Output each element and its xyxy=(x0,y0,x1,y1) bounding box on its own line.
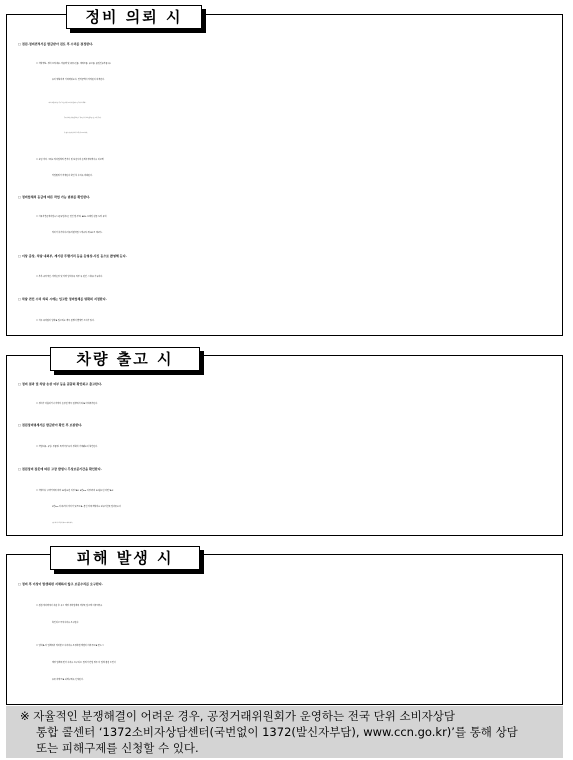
checkbox-icon: □ xyxy=(18,467,21,471)
bullet-line-cont: 2만km 이내)까지 차이가 있으므로, 본인 차에 해당하는 보증기간을 알아놓는다 xyxy=(52,506,121,508)
bullet-line-cont: 등을 바탕으로 피해구제를 신청한다. xyxy=(52,679,84,681)
bullet-line-cont: (자동차관리법 시행규칙 제134조 제1항 제2호). xyxy=(52,523,74,524)
note-line: ※ 다만 정비를 하지 않는 경우 견적료(교통사고등의 처리를 목적으로 견적서만 발행하는 xyxy=(48,103,87,104)
bullet-line: ㅇ 차주 동의없이 임의로 입고되는 경우 분쟁이 발생할 소지가 있다. xyxy=(36,320,95,322)
bullet-line: ㅇ 자동차전문정비업(구 3급공업사)은 엔진 탈·부착, ABS, 프레임 판금·도장 등의 xyxy=(36,216,107,218)
checklist-heading: □ 정비 결과 및 차량 손상 여부 등을 꼼꼼히 확인하고 출고한다. xyxy=(18,382,102,386)
checklist-heading: □ 정비업체의 등급에 따른 작업 가능 범위를 확인한다. xyxy=(18,195,91,199)
note-line-cont: 경우)나 진단료(정비료를 받지 않는 경우로서 미리 진단료를 받을 것을 고지한 경우)가 xyxy=(64,118,102,119)
footer-line: ※ 자율적인 분쟁해결이 어려운 경우, 공정거래위원회가 운영하는 전국 단위 소비자상담 xyxy=(20,709,456,723)
bullet-line-cont: 등이 명확하게 기재되었는지, 견적금액이 적정한지 따져본다. xyxy=(52,79,105,81)
checklist-heading: □ 점검·정비견적서를 발급받아 검토 후 수리를 결정한다. xyxy=(18,42,94,46)
bullet-line: ㅇ 보험 처리 시에는 정비업체의 견적서 및 보험사의 손해사정내역서를 비교해 xyxy=(36,159,104,161)
note-icon: ※ xyxy=(48,103,49,104)
checkbox-icon: □ xyxy=(18,195,21,199)
footer-line: 또는 피해구제를 신청할 수 있다. xyxy=(36,741,199,755)
checklist-heading: □ 점검정비명세서를 발급받아 확인 후 보관한다. xyxy=(18,423,83,427)
bullet-icon: ㅇ xyxy=(36,63,38,65)
bullet-line-cont: 작업범위가 적정한지 확인 후 수리를 의뢰한다. xyxy=(52,175,93,177)
bullet-icon: ㅇ xyxy=(36,159,38,161)
bullet-icon: ㅇ xyxy=(36,605,38,607)
footer-line: 통합 콜센터 ‘1372소비자상담센터(국번없이 1372(발신자부담), www.ccn.go.kr)’를 통해 상담 xyxy=(36,725,518,739)
bullet-line: ㅇ 차령이나 주행거리에 따라 30일(3년 이상 또는 6만km 이상)부터 90일(1년 미만 또는 xyxy=(36,490,114,492)
bullet-line-cont: 정비가 불가하다(자동차관리법 시행규칙 제131조 제1항). xyxy=(52,232,103,234)
bullet-icon: ㅇ xyxy=(36,403,38,405)
section-title-request: 정비 의뢰 시 xyxy=(66,5,202,29)
checkbox-icon: □ xyxy=(18,582,21,586)
section-title-damage: 피해 발생 시 xyxy=(50,546,200,570)
bullet-line: ㅇ 임의로 타 업체에서 정비받고 수리비를 요청하면 해결이 어려우므로 반드시 xyxy=(36,645,104,647)
bullet-line: ㅇ 추후 증상개선, 차량손상 및 차량 임의사용 여부 등 판단 시 활용 가능하다. xyxy=(36,276,103,278)
section-title-release: 차량 출고 시 xyxy=(50,347,200,371)
bullet-line: ㅇ 차량정보, 정비 요청내용, 부품명 및 종류(신품, 재제조품, 중고품, 품질인증부품 등) xyxy=(36,63,111,65)
bullet-icon: ㅇ xyxy=(36,490,38,492)
bullet-icon: ㅇ xyxy=(36,645,38,647)
bullet-icon: ㅇ xyxy=(36,320,38,322)
checklist-heading: □ 점검정비 잘못에 따른 고장 발생시 무상보증기간을 확인한다. xyxy=(18,467,102,471)
checklist-heading: □ 이상 증상, 차량 내외부, 계기판 주행거리 등을 동영상·사진 등으로 촬영해 둔다. xyxy=(18,254,127,258)
checkbox-icon: □ xyxy=(18,254,21,258)
checkbox-icon: □ xyxy=(18,423,21,427)
bullet-line: ㅇ 점검·정비명세서 지참 후 즉시 해당 정비업체에 차량을 입고해 이상여부를 xyxy=(36,605,103,607)
checkbox-icon: □ xyxy=(18,297,21,301)
bullet-line-cont: 확인하고 무상수리를 요구한다. xyxy=(52,622,80,624)
bullet-icon: ㅇ xyxy=(36,446,38,448)
bullet-line: ㅇ 작업내용, 공임, 부품명, 특약사항 등이 정확히 기재됐는지 확인한다. xyxy=(36,446,98,448)
note-line-cont: 청구될 수 있음(자동차관리법 시행규칙 137조 제1항). xyxy=(64,133,88,134)
bullet-line-cont: 해당 업체에 먼저 수리를 요구하고, 합의가 안될 경우 타 업체 점검 소견서 xyxy=(52,662,116,664)
bullet-icon: ㅇ xyxy=(36,276,38,278)
note-icon: ※ xyxy=(20,709,30,723)
bullet-line: ㅇ 정비가 미흡하거나 차량이 손상된 경우 현장에서 바로 이의제기한다. xyxy=(36,403,98,405)
checkbox-icon: □ xyxy=(18,382,21,386)
checklist-heading: □ 정비 후 이상이 발생하면 지체하지 않고 보증수리를 요구한다. xyxy=(18,582,103,586)
checkbox-icon: □ xyxy=(18,42,21,46)
checklist-heading: □ 차량 견인 수리 의뢰 시에는 입고할 정비업체를 명확히 지정한다. xyxy=(18,297,107,301)
bullet-icon: ㅇ xyxy=(36,216,38,218)
footer-note-box xyxy=(6,706,563,758)
